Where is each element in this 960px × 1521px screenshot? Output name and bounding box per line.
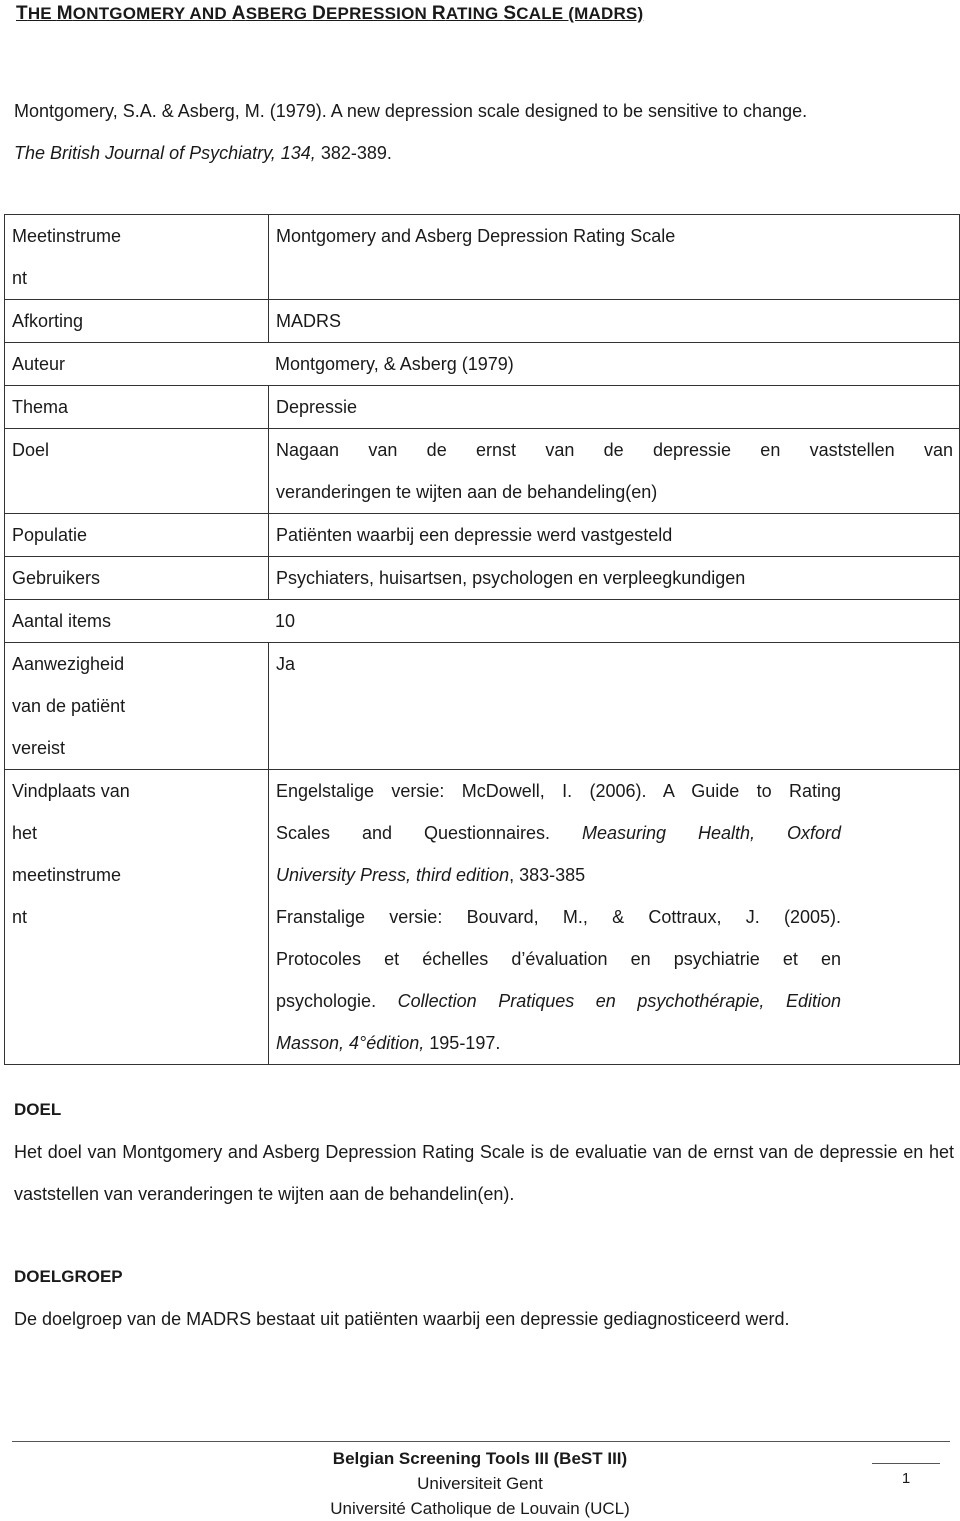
populatie-label: Populatie bbox=[12, 525, 88, 545]
text-run: 195-197. bbox=[424, 1033, 501, 1053]
text-run-italic: Measuring Health, Oxford bbox=[582, 823, 841, 843]
meetinstrument-label-cont: nt bbox=[12, 268, 28, 288]
text-run-italic: University Press, third edition bbox=[276, 865, 510, 885]
thema-value: Depressie bbox=[276, 397, 358, 417]
vindplaats-label-cont: meetinstrume bbox=[12, 865, 122, 885]
vindplaats-fr-line bbox=[276, 980, 841, 1022]
value-cell bbox=[269, 643, 960, 770]
title-part: ONTGOMERY AND bbox=[72, 4, 232, 23]
table-row-aantal-items bbox=[5, 600, 960, 643]
thema-label: Thema bbox=[12, 397, 69, 417]
auteur-cell bbox=[5, 343, 960, 386]
table-row-thema bbox=[5, 386, 960, 429]
vindplaats-en-line: Engelstalige versie: McDowell, I. (2006). A Guide to Rating bbox=[276, 781, 841, 801]
title-part: ATING bbox=[445, 4, 504, 23]
vindplaats-fr-line: Protocoles et échelles d’évaluation en psychiatrie et en bbox=[276, 949, 841, 969]
citation-line-2 bbox=[14, 132, 954, 174]
text-run: psychologie. bbox=[276, 991, 398, 1011]
text-run-italic: Collection Pratiques en psychothérapie, Edition bbox=[397, 991, 841, 1011]
table-row-doel bbox=[5, 429, 960, 514]
populatie-value: Patiënten waarbij een depressie werd vastgesteld bbox=[276, 525, 673, 545]
title-part: R bbox=[431, 3, 446, 24]
title-part: M bbox=[56, 3, 73, 24]
vindplaats-fr-line: Franstalige versie: Bouvard, M., & Cottraux, J. (2005). bbox=[276, 907, 841, 927]
value-cell bbox=[269, 514, 960, 557]
doelgroep-section bbox=[14, 1256, 954, 1340]
doel-section bbox=[14, 1089, 954, 1215]
aantal-items-label: Aantal items bbox=[12, 611, 112, 631]
page-number-divider bbox=[872, 1463, 940, 1464]
aanwezigheid-value: Ja bbox=[276, 654, 296, 674]
title-part: D bbox=[312, 3, 326, 24]
aantal-items-cell bbox=[5, 600, 960, 643]
gebruikers-label: Gebruikers bbox=[12, 568, 101, 588]
doel-value-line: Nagaan van de ernst van de depressie en vaststellen van bbox=[276, 440, 953, 460]
value-cell bbox=[269, 386, 960, 429]
section-heading: DOELGROEP bbox=[14, 1267, 123, 1286]
value-cell bbox=[269, 557, 960, 600]
footer-divider bbox=[12, 1441, 950, 1442]
table-row-gebruikers bbox=[5, 557, 960, 600]
label-cell bbox=[5, 215, 269, 300]
vindplaats-label-cont: het bbox=[12, 823, 38, 843]
label-cell bbox=[5, 514, 269, 557]
gebruikers-value: Psychiaters, huisartsen, psychologen en verpleegkundigen bbox=[276, 568, 746, 588]
doel-label: Doel bbox=[12, 440, 50, 460]
title-part: CALE (MADRS) bbox=[516, 4, 644, 23]
title-part: SBERG bbox=[245, 4, 313, 23]
vindplaats-label-cont: nt bbox=[12, 907, 28, 927]
vindplaats-fr-line bbox=[276, 1022, 841, 1064]
doel-value-line: veranderingen te wijten aan de behandeling(en) bbox=[276, 482, 658, 502]
value-cell bbox=[269, 300, 960, 343]
page-number: 1 bbox=[901, 1470, 911, 1487]
section-body: Het doel van Montgomery and Asberg Depression Rating Scale is de evaluatie van de ernst van de depressie en het vaststellen van veranderingen te wijten aan de behandelin(en). bbox=[14, 1142, 954, 1204]
afkorting-label: Afkorting bbox=[12, 311, 84, 331]
table-row-aanwezigheid bbox=[5, 643, 960, 770]
citation-line-1: Montgomery, S.A. & Asberg, M. (1979). A new depression scale designed to be sensitive to change. bbox=[14, 101, 808, 121]
footer-project-name: Belgian Screening Tools III (BeST III) bbox=[332, 1449, 628, 1468]
section-body: De doelgroep van de MADRS bestaat uit patiënten waarbij een depressie gediagnosticeerd werd. bbox=[14, 1309, 790, 1329]
table-row-populatie bbox=[5, 514, 960, 557]
label-cell bbox=[5, 386, 269, 429]
label-cell bbox=[5, 770, 269, 1065]
table-row-auteur bbox=[5, 343, 960, 386]
label-cell bbox=[5, 557, 269, 600]
table-row-afkorting bbox=[5, 300, 960, 343]
aanwezigheid-label-cont: van de patiënt bbox=[12, 696, 126, 716]
text-run: , 383-385 bbox=[509, 865, 586, 885]
footer-university-2: Université Catholique de Louvain (UCL) bbox=[330, 1499, 630, 1518]
footer-university-1: Universiteit Gent bbox=[417, 1474, 543, 1493]
title-part: EPRESSION bbox=[326, 4, 432, 23]
label-cell bbox=[5, 429, 269, 514]
auteur-value: Montgomery, & Asberg (1979) bbox=[275, 354, 514, 374]
aanwezigheid-label-cont: vereist bbox=[12, 738, 66, 758]
instrument-info-table bbox=[4, 214, 960, 1065]
page-title bbox=[16, 3, 643, 25]
auteur-label: Auteur bbox=[12, 354, 66, 374]
afkorting-value: MADRS bbox=[276, 311, 342, 331]
value-cell bbox=[269, 429, 960, 514]
title-part: HE bbox=[27, 4, 57, 23]
label-cell bbox=[5, 300, 269, 343]
table-row-meetinstrument bbox=[5, 215, 960, 300]
title-part: A bbox=[231, 3, 246, 24]
value-cell bbox=[269, 215, 960, 300]
text-run-italic: Masson, 4°édition, bbox=[276, 1033, 425, 1053]
vindplaats-en-line bbox=[276, 854, 841, 896]
vindplaats-label: Vindplaats van bbox=[12, 781, 130, 801]
vindplaats-en-line bbox=[276, 812, 841, 854]
footer bbox=[200, 1446, 760, 1521]
aanwezigheid-label: Aanwezigheid bbox=[12, 654, 125, 674]
citation-pages: 382-389. bbox=[315, 143, 392, 163]
section-heading: DOEL bbox=[14, 1100, 62, 1119]
meetinstrument-label: Meetinstrume bbox=[12, 226, 122, 246]
label-cell bbox=[5, 643, 269, 770]
citation bbox=[14, 90, 954, 174]
meetinstrument-value: Montgomery and Asberg Depression Rating Scale bbox=[276, 226, 676, 246]
citation-journal: The British Journal of Psychiatry, 134, bbox=[14, 143, 316, 163]
table-row-vindplaats bbox=[5, 770, 960, 1065]
text-run: Scales and Questionnaires. bbox=[276, 823, 582, 843]
title-part: S bbox=[503, 3, 517, 24]
value-cell bbox=[269, 770, 960, 1065]
title-part: T bbox=[16, 3, 28, 24]
aantal-items-value: 10 bbox=[275, 611, 296, 631]
